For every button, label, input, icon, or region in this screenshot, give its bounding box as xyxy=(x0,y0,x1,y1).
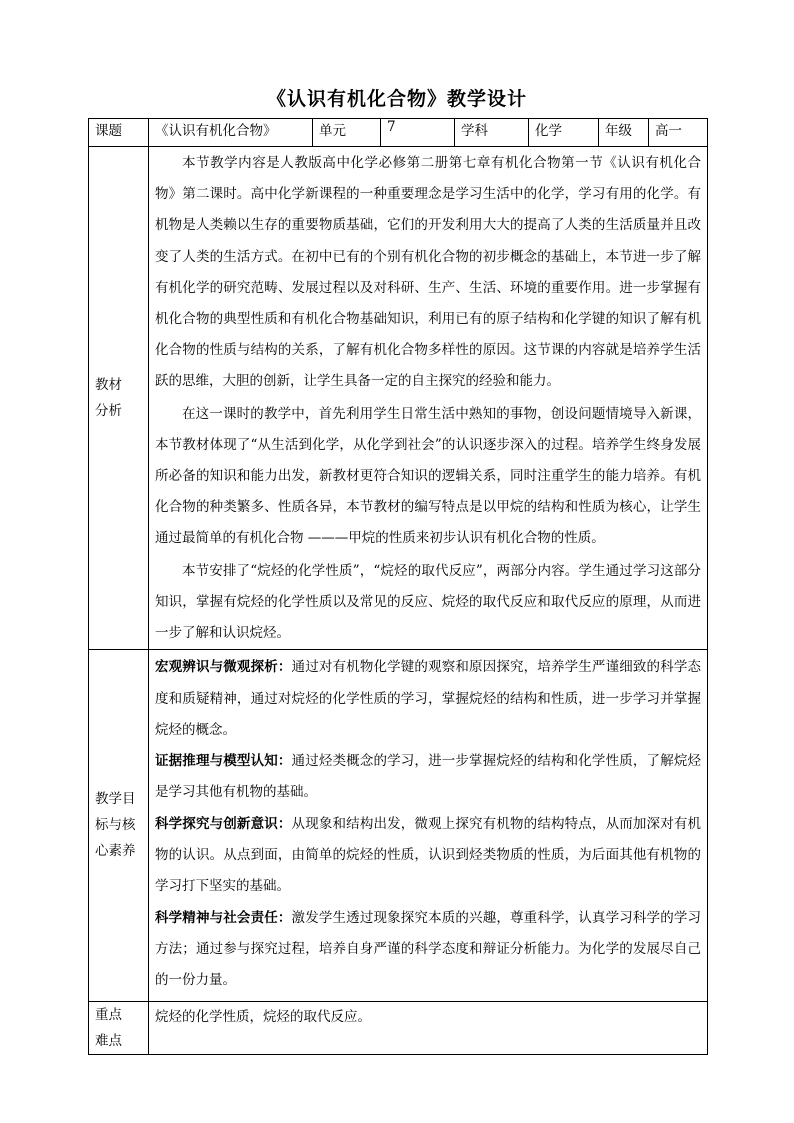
goal-heading: 科学精神与社会责任： xyxy=(155,909,292,926)
unit-value: 7 xyxy=(381,119,455,147)
goals-label-line3: 心素养 xyxy=(95,843,136,860)
goal-text: 激发学生透过现象探究本质的兴趣，尊重科学，认真学习科学的学习方法；通过参与探究过程，培养自身严谨的科学态度和辩证分析能力。为化学的发展尽自己的一份力量。 xyxy=(155,909,702,989)
lesson-plan-table xyxy=(88,118,708,1055)
grade-value: 高一 xyxy=(649,119,708,147)
analysis-paragraph: 本节安排了“烷烃的化学性质”，“烷烃的取代反应”，两部分内容。学生通过学习这部分知识，掌握有烷烃的化学性质以及常见的反应、烷烃的取代反应和取代反应的原理，从而进一步了解和认识烷烃。 xyxy=(155,562,701,642)
subject-label: 学科 xyxy=(455,119,529,147)
analysis-paragraph: 在这一课时的教学中，首先利用学生日常生活中熟知的事物，创设问题情境导入新课，本节教材体现了“从生活到化学，从化学到社会”的认识逐步深入的过程。培养学生终身发展所必备的知识和能力出发，新教材更符合知识的逻辑关系，同时注重学生的能力培养。有机化合物的种类繁多、性质各异，本节教材的编写特点是以甲烷的结构和性质为核心，让学生通过最简单的有机化合物 ———甲烷的性质来初步认识有机化合物的性质。 xyxy=(155,405,701,547)
key-points-label-line2: 难点 xyxy=(95,1032,122,1049)
analysis-paragraph: 本节教学内容是人教版高中化学必修第二册第七章有机化合物第一节《认识有机化合物》第二课时。高中化学新课程的一种重要理念是学习生活中的化学，学习有用的化学。有机物是人类赖以生存的重要物质基础，它们的开发利用大大的提高了人类的生活质量并且改变了人类的生活方式。在初中已有的个别有机化合物的初步概念的基础上，本节进一步了解有机化学的研究范畴、发展过程以及对科研、生产、生活、环境的重要作用。进一步掌握有机化合物的典型性质和有机化合物基础知识，利用已有的原子结构和化学键的知识了解有机化合物的性质与结构的关系，了解有机化合物多样性的原因。这节课的内容就是培养学生活跃的思维，大胆的创新，让学生具备一定的自主探究的经验和能力。 xyxy=(155,155,701,390)
key-points-content: 烷烃的化学性质，烷烃的取代反应。 xyxy=(149,1001,708,1054)
goal-item xyxy=(155,746,701,809)
grade-label: 年级 xyxy=(599,119,649,147)
document-title: 《认识有机化合物》教学设计 xyxy=(266,88,527,110)
header-row xyxy=(89,119,708,147)
textbook-analysis-content xyxy=(149,147,708,650)
goal-text: 通过对有机物化学键的观察和原因探究，培养学生严谨细致的科学态度和质疑精神，通过对烷烃的化学性质的学习，掌握烷烃的结构和性质，进一步学习并掌握烷烃的概念。 xyxy=(155,659,702,738)
goal-text: 从现象和结构出发，微观上探究有机物的结构特点，从而加深对有机物的认识。从点到面，由简单的烷烃的性质，认识到烃类物质的性质，为后面其他有机物的学习打下坚实的基础。 xyxy=(155,815,702,895)
textbook-analysis-label xyxy=(89,147,149,650)
textbook-analysis-label-line1: 教材 xyxy=(95,377,122,394)
key-points-label xyxy=(89,1001,149,1054)
goal-item xyxy=(155,652,701,746)
goal-heading: 证据推理与模型认知： xyxy=(155,753,292,770)
goal-heading: 科学探究与创新意识： xyxy=(155,815,292,832)
goal-item xyxy=(155,809,701,903)
textbook-analysis-row xyxy=(89,147,708,650)
goal-text: 通过烃类概念的学习，进一步掌握烷烃的结构和化学性质，了解烷烃是学习其他有机物的基础。 xyxy=(155,753,702,801)
goals-label xyxy=(89,650,149,1001)
goal-item xyxy=(155,903,701,997)
key-points-row xyxy=(89,1001,708,1054)
topic-label: 课题 xyxy=(89,119,149,147)
goals-row xyxy=(89,650,708,1001)
goals-content xyxy=(149,650,708,1001)
goals-label-line2: 标与核 xyxy=(95,817,136,834)
key-points-label-line1: 重点 xyxy=(95,1006,122,1023)
topic-value: 《认识有机化合物》 xyxy=(149,119,313,147)
subject-value: 化学 xyxy=(529,119,599,147)
unit-label: 单元 xyxy=(313,119,381,147)
goals-label-line1: 教学目 xyxy=(95,791,136,808)
textbook-analysis-label-line2: 分析 xyxy=(95,403,122,420)
goal-heading: 宏观辨识与微观探析： xyxy=(155,659,292,676)
